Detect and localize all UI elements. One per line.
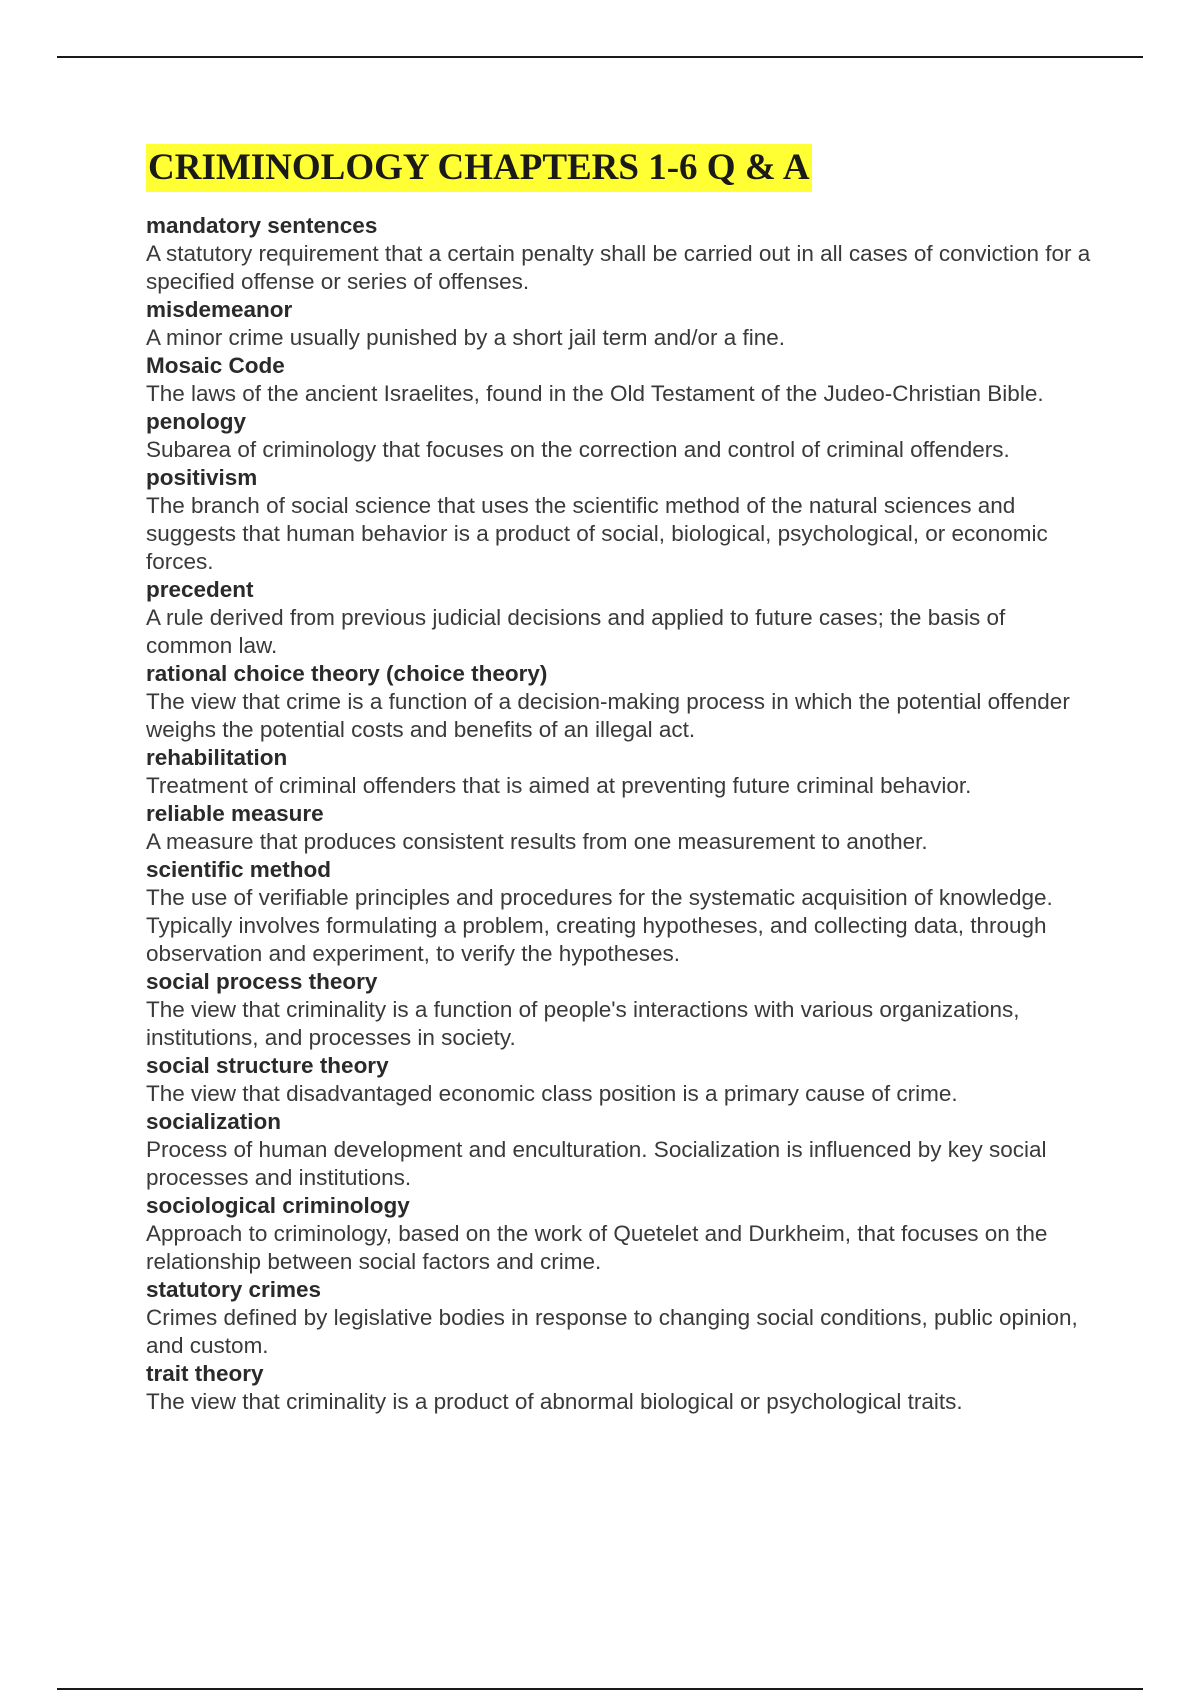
glossary-entry — [146, 296, 1096, 352]
glossary-definition: Subarea of criminology that focuses on the correction and control of criminal offenders. — [146, 437, 1010, 462]
glossary-definition: Process of human development and enculturation. Socialization is influenced by key social processes and institutions. — [146, 1137, 1047, 1190]
glossary-entry — [146, 1276, 1096, 1360]
glossary-term: socialization — [146, 1109, 282, 1134]
glossary-definition: A minor crime usually punished by a short jail term and/or a fine. — [146, 325, 786, 350]
glossary-definition: A rule derived from previous judicial decisions and applied to future cases; the basis of common law. — [146, 605, 1006, 658]
glossary-definition: The laws of the ancient Israelites, found in the Old Testament of the Judeo-Christian Bible. — [146, 381, 1044, 406]
glossary-term: precedent — [146, 577, 254, 602]
glossary-entry — [146, 1108, 1096, 1192]
glossary-entry — [146, 968, 1096, 1052]
glossary-entry — [146, 576, 1096, 660]
page-title: CRIMINOLOGY CHAPTERS 1-6 Q & A — [146, 144, 812, 192]
glossary-term: social structure theory — [146, 1053, 389, 1078]
glossary-definition: Approach to criminology, based on the work of Quetelet and Durkheim, that focuses on the relationship between social factors and crime. — [146, 1221, 1048, 1274]
glossary-term: misdemeanor — [146, 297, 293, 322]
document-body — [146, 144, 1096, 1416]
glossary-term: positivism — [146, 465, 258, 490]
glossary-entry — [146, 660, 1096, 744]
top-divider — [57, 56, 1143, 58]
glossary-entry — [146, 856, 1096, 968]
glossary-term: rehabilitation — [146, 745, 288, 770]
glossary-term: trait theory — [146, 1361, 264, 1386]
glossary-entry — [146, 352, 1096, 408]
glossary-definition: A measure that produces consistent results from one measurement to another. — [146, 829, 928, 854]
glossary-term: penology — [146, 409, 246, 434]
glossary-term: statutory crimes — [146, 1277, 322, 1302]
glossary-entry — [146, 408, 1096, 464]
glossary-entry — [146, 800, 1096, 856]
glossary-term: rational choice theory (choice theory) — [146, 661, 548, 686]
glossary-term: reliable measure — [146, 801, 324, 826]
glossary-entry — [146, 1052, 1096, 1108]
glossary-definition: The use of verifiable principles and procedures for the systematic acquisition of knowledge. Typically involves formulating a problem, creating hypotheses, and collecting data, through observation and experiment, to verify the hypotheses. — [146, 885, 1053, 966]
glossary-definition: The view that criminality is a product of abnormal biological or psychological traits. — [146, 1389, 963, 1414]
glossary-definition: A statutory requirement that a certain penalty shall be carried out in all cases of conviction for a specified offense or series of offenses. — [146, 241, 1091, 294]
glossary-term: scientific method — [146, 857, 332, 882]
glossary-entry — [146, 464, 1096, 576]
glossary-entry — [146, 744, 1096, 800]
glossary-definition: Treatment of criminal offenders that is aimed at preventing future criminal behavior. — [146, 773, 972, 798]
glossary-entry — [146, 1360, 1096, 1416]
glossary-definition: The branch of social science that uses the scientific method of the natural sciences and suggests that human behavior is a product of social, biological, psychological, or economic forces. — [146, 493, 1048, 574]
glossary-list — [146, 212, 1096, 1416]
glossary-definition: Crimes defined by legislative bodies in response to changing social conditions, public opinion, and custom. — [146, 1305, 1078, 1358]
glossary-definition: The view that crime is a function of a decision-making process in which the potential offender weighs the potential costs and benefits of an illegal act. — [146, 689, 1070, 742]
glossary-definition: The view that criminality is a function of people's interactions with various organizations, institutions, and processes in society. — [146, 997, 1020, 1050]
glossary-term: Mosaic Code — [146, 353, 285, 378]
glossary-term: sociological criminology — [146, 1193, 410, 1218]
glossary-term: social process theory — [146, 969, 378, 994]
bottom-divider — [57, 1688, 1143, 1690]
glossary-entry — [146, 212, 1096, 296]
glossary-term: mandatory sentences — [146, 213, 378, 238]
glossary-entry — [146, 1192, 1096, 1276]
glossary-definition: The view that disadvantaged economic class position is a primary cause of crime. — [146, 1081, 958, 1106]
